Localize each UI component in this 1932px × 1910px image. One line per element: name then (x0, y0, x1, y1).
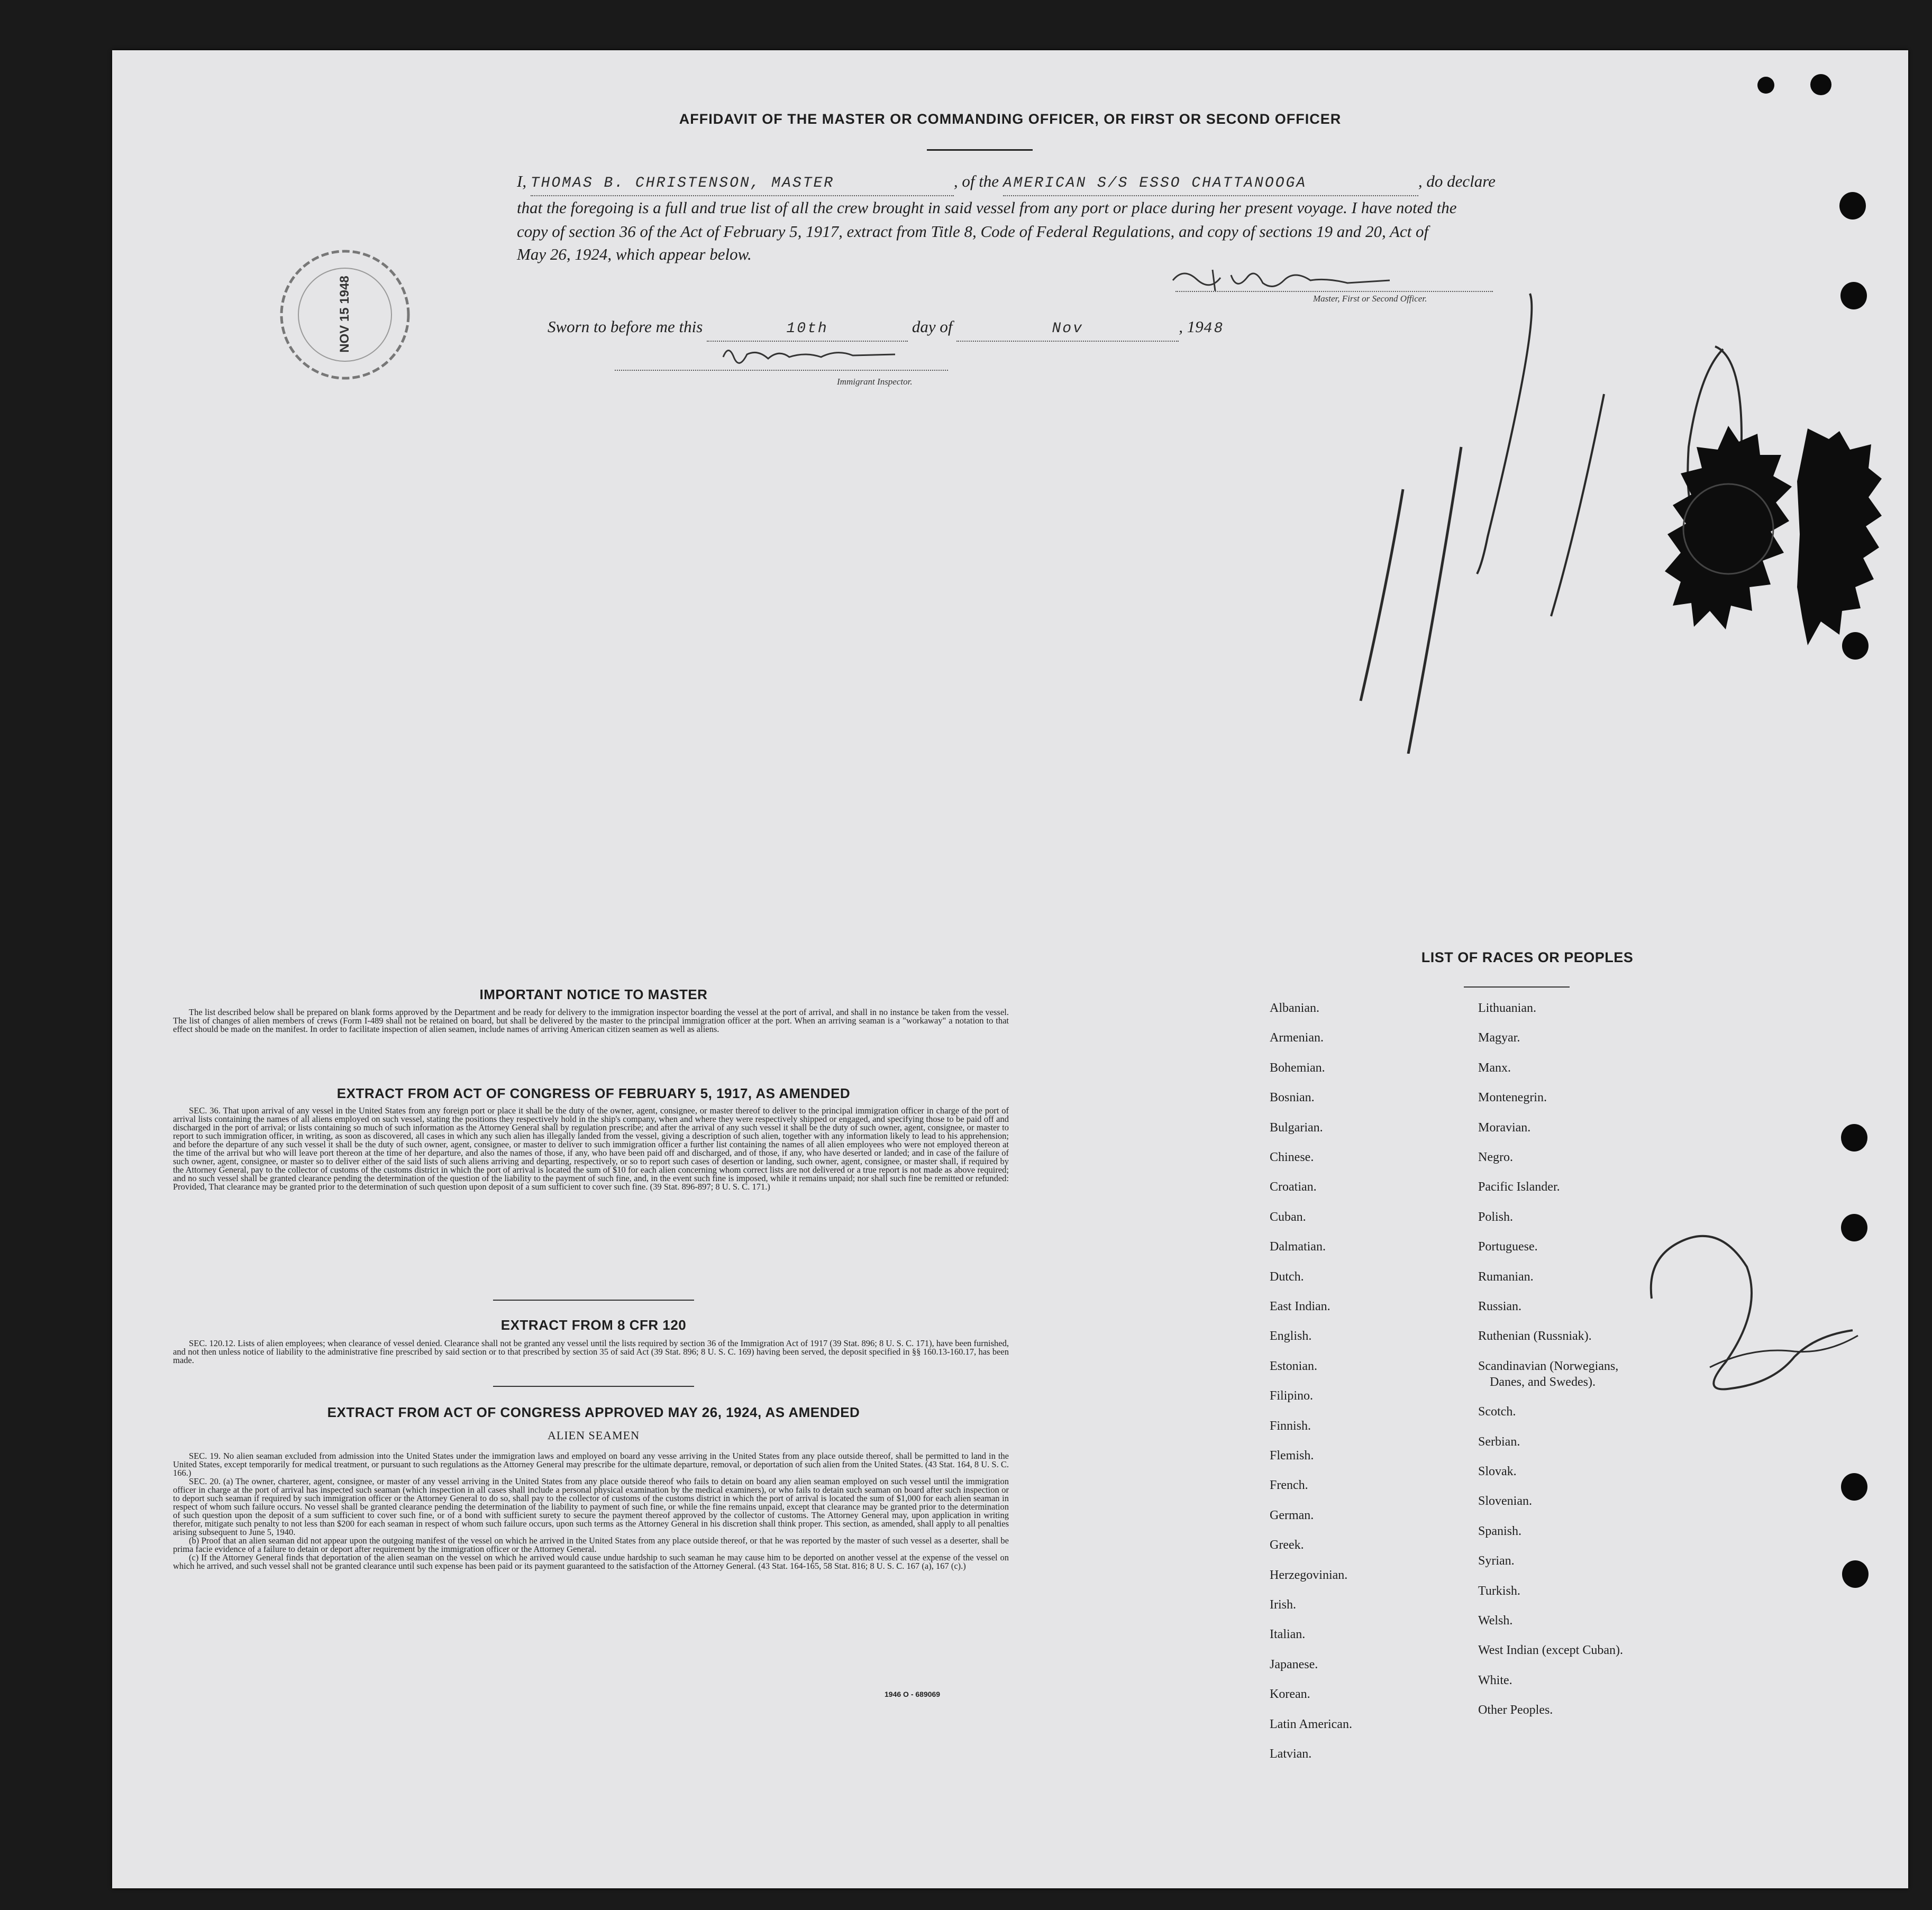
race-list-item: Slovak. (1478, 1465, 1517, 1478)
race-list-item: Magyar. (1478, 1031, 1520, 1045)
title-underline (927, 149, 1033, 151)
race-list-item: Danes, and Swedes). (1490, 1375, 1596, 1389)
race-list-item: Slovenian. (1478, 1494, 1532, 1509)
race-list-item: East Indian. (1270, 1300, 1330, 1313)
race-list-item: Spanish. (1478, 1524, 1522, 1538)
race-list-item: Latin American. (1270, 1717, 1352, 1731)
race-list-item: Bosnian. (1270, 1091, 1315, 1105)
race-list-item: Greek. (1270, 1538, 1304, 1552)
race-list-item: Rumanian. (1478, 1269, 1534, 1284)
binder-hole (1841, 1124, 1867, 1152)
document-page (112, 50, 1908, 1888)
race-list-item: Scotch. (1478, 1405, 1516, 1419)
race-list-item: White. (1478, 1673, 1512, 1687)
race-list-item: Lithuanian. (1478, 1001, 1536, 1015)
race-list-item: Irish. (1270, 1598, 1296, 1612)
binder-hole (1839, 192, 1866, 220)
race-list-item: Pacific Islander. (1478, 1180, 1560, 1194)
notice-text: The list described below shall be prepared on blank forms approved by the Department and be ready for delivery to the immigration inspector boarding the vessel at the port of arrival, and shall in no instance be taken from the vessel. The list of changes of alien members of crews (Form I-489 shall not be retained on board, but shall be delivered by the master to the principal immigration officer at the port. When an arriving seaman is a "workaway" a notation to that effect should be made on the manifest. In order to facilitate inspection of alien seamen, include names of arriving American citizen seamen as well as aliens. (173, 1007, 1009, 1034)
binder-hole (1757, 77, 1774, 94)
race-list-item: English. (1270, 1329, 1312, 1344)
section-divider (493, 1300, 694, 1301)
vessel-name-handwritten: AMERICAN S/S ESSO CHATTANOOGA (1003, 171, 1418, 196)
race-list-item: Turkish. (1478, 1584, 1520, 1598)
race-list-item: Herzegovinian. (1270, 1568, 1348, 1582)
affidavit-title: AFFIDAVIT OF THE MASTER OR COMMANDING OFFICER, OR FIRST OR SECOND OFFICER (679, 111, 1342, 127)
race-list-item: Bohemian. (1270, 1061, 1325, 1075)
race-list-item: Armenian. (1270, 1031, 1324, 1045)
race-list-item: Filipino. (1270, 1389, 1314, 1403)
print-code: 1946 O - 689069 (885, 1690, 941, 1698)
sworn-month: Nov (956, 317, 1179, 342)
handwritten-number-2 (1636, 1161, 1911, 1457)
race-list-item: Portuguese. (1478, 1240, 1538, 1254)
race-list-item: Finnish. (1270, 1419, 1311, 1433)
binder-hole (1842, 1560, 1869, 1588)
race-list-item: French. (1270, 1478, 1308, 1493)
race-list-item: Negro. (1478, 1150, 1513, 1164)
notice-heading: IMPORTANT NOTICE TO MASTER (479, 986, 708, 1002)
extract-cfr-text: SEC. 120.12. Lists of alien employees; when clearance of vessel denied. Clearance shall not be granted any vessel until the lists required by section 36 of the Immigration Act of 1917 (39 Stat. 896; 8 U. S. C. 171), have been furnished, and not then unless notice of liability to the administrative fine prescribed by said section or to that prescribed by section 35 of said Act (39 Stat. 896; 8 U. S. C. 169) having been served, the deposit specified in §§ 160.13-160.17, has been made. (173, 1338, 1009, 1365)
race-list-item: Italian. (1270, 1628, 1306, 1642)
master-name-handwritten: THOMAS B. CHRISTENSON, MASTER (531, 171, 954, 196)
race-list-item: Scandinavian (Norwegians, (1478, 1359, 1619, 1373)
extract-1924-heading: EXTRACT FROM ACT OF CONGRESS APPROVED MAY 26, 1924, AS AMENDED (327, 1404, 860, 1420)
binder-hole (1841, 1473, 1867, 1501)
declaration-line-3: copy of section 36 of the Act of February 5, 1917, extract from Title 8, Code of Federal Regulations, and copy of sections 19 and 20, Act of (517, 222, 1429, 241)
race-list-item: Moravian. (1478, 1120, 1531, 1135)
race-list-item: Other Peoples. (1478, 1703, 1553, 1717)
races-heading: LIST OF RACES OR PEOPLES (1421, 949, 1634, 965)
race-list-item: Albanian. (1270, 1001, 1319, 1015)
race-list-item: Montenegrin. (1478, 1091, 1547, 1105)
notary-seal-right (1797, 428, 1882, 651)
sworn-day: 10th (707, 317, 908, 342)
race-list-item: Bulgarian. (1270, 1120, 1323, 1135)
notary-seal-left (1665, 426, 1792, 643)
race-list-item: Japanese. (1270, 1657, 1318, 1671)
sworn-line: Sworn to before me this 10th day of Nov , 1948 (548, 315, 1394, 342)
declaration-line-1: I, THOMAS B. CHRISTENSON, MASTER , of the AMERICAN S/S ESSO CHATTANOOGA , do declare (517, 169, 1623, 196)
date-stamp (274, 243, 416, 386)
extract-1917-text: SEC. 36. That upon arrival of any vessel in the United States from any foreign port or place it shall be the duty of the owner, agent, consignee, or master thereof to deliver to the principal immigration officer in charge of the port of arrival lists containing the names of all aliens employed on such vessel, stating the positions they respectively hold in the ship's company, when and where they were respectively shipped or engaged, and specifying those to be paid off and discharged in the port of arrival; or lists containing so much of such information as the Attorney General shall by regulation prescribe; and after the arrival of any such vessel it shall be the duty of such owner, agent, consignee, or master to report to such immigration officer, in writing, as soon as discovered, all cases in which any such alien has illegally landed from the vessel, giving a description of such alien, together with any information likely to lead to his apprehension; and before the departure of any such vessel it shall be the duty of such owner, agent, consignee, or master to deliver to such immigration officer a further list containing the names of all alien employees who were not employed thereon at the time of the arrival but who will leave port thereon at the time of her departure, and also the names of those, if any, who have been paid off and discharged, and of those, if any, who have deserted or landed; and in case of the failure of such owner, agent, consignee, or master so to deliver either of the said lists of such aliens arriving and departing, respectively, or so to report such cases of desertion or landing, such owner, agent, consignee, or master shall, if required by the Attorney General, pay to the collector of customs of the customs district in which the port of arrival is located the sum of $10 for each alien concerning whom correct lists are not delivered or a true report is not made as above required; and no such vessel shall be granted clearance pending the determination of the question of the liability to the payment of such fine, and, in the event such fine is imposed, while it remains unpaid; nor shall such fine be remitted or refunded: Provided, That clearance may be granted prior to the determination of such question upon deposit of a sum sufficient to cover such fine. (39 Stat. 896-897; 8 U. S. C. 171.) (173, 1105, 1009, 1192)
extract-1917-heading: EXTRACT FROM ACT OF CONGRESS OF FEBRUARY 5, 1917, AS AMENDED (336, 1085, 851, 1101)
binder-hole (1810, 74, 1831, 95)
inspector-label: Immigrant Inspector. (837, 377, 913, 387)
declaration-line-2: that the foregoing is a full and true list of all the crew brought in said vessel from any port or place during her present voyage. I have noted the (517, 198, 1457, 217)
race-list-item: Welsh. (1478, 1614, 1513, 1628)
inspector-signature (721, 339, 922, 368)
inspector-line (615, 370, 948, 371)
extract-1924-subheading: ALIEN SEAMEN (548, 1429, 640, 1442)
stamp-date: NOV 15 1948 (338, 276, 352, 353)
race-list-item: Dalmatian. (1270, 1240, 1326, 1254)
extract-cfr-heading: EXTRACT FROM 8 CFR 120 (500, 1317, 687, 1333)
race-list-item: Cuban. (1270, 1210, 1306, 1224)
signature-label: Master, First or Second Officer. (1313, 294, 1427, 304)
binder-hole (1842, 632, 1869, 660)
sworn-year: 48 (1203, 321, 1225, 337)
race-list-item: Dutch. (1270, 1269, 1304, 1284)
section-divider (493, 1386, 694, 1387)
race-list-item: Chinese. (1270, 1150, 1314, 1164)
race-list-item: Korean. (1270, 1687, 1310, 1702)
race-list-item: Flemish. (1270, 1449, 1314, 1463)
race-list-item: Latvian. (1270, 1747, 1312, 1761)
race-list-item: Serbian. (1478, 1434, 1520, 1449)
extract-1924-text: SEC. 19. No alien seaman excluded from admission into the United States under the immigration laws and employed on board any vesse arriving in the United States from any place outside thereof, shall be permitted to land in the United States, except temporarily for medical treatment, or pursuant to such regulations as the Attorney General may prescribe for the ultimate departure, removal, or deportation of such alien from the United States. (43 Stat. 164, 8 U. S. C. 166.) SEC. 20. (a) The owner, charterer, agent, consignee, or master of any vessel arriving in the United States from any place outside thereof who fails to detain on board any alien seaman employed on such vessel until the immigration officer in charge at the port of arrival has inspected such seaman (which inspection in all cases shall include a personal physical examination by the medical examiners), or who fails to detain such seaman on board after such inspection or to deport such seaman if required by such immigration officer or the Attorney General to do so, shall pay to the collector of customs of the customs district in which the port of arrival is located the sum of $1,000 for each alien seaman in respect of whom such failure occurs. No vessel shall be granted clearance pending the determination of the liability to payment of such fine, or while the fine remains unpaid, except that clearance may be granted prior to the determination of such question upon the deposit of a sum sufficient to cover such fine, or of a bond with sufficient surety to secure the payment thereof approved by the collector of customs. The Attorney General may, upon application in writing therefor, mitigate such penalty to not less than $200 for each seaman in respect of whom such failure occurs, upon such terms as the Attorney General in his discretion shall think proper. This section, as amended, shall apply to all penalties arising subsequent to June 5, 1940. (b) Proof that an alien seaman did not appear upon the outgoing manifest of the vessel on which he arrived in the United States from any place outside thereof, or that he was reported by the master of such vessel as a deserter, shall be prima facie evidence of a failure to detain or deport after requirement by the immigration officer or the Attorney General. (c) If the Attorney General finds that deportation of the alien seaman on the vessel on which he arrived would cause undue hardship to such seaman he may cause him to be deported on another vessel at the expense of the vessel on which he arrived, and such vessel shall not be granted clearance until such expense has been paid or its payment guaranteed to the satisfaction of the Attorney General. (43 Stat. 164-165, 58 Stat. 816; 8 U. S. C. 167 (a), 167 (c).) (173, 1451, 1009, 1571)
race-list-item: Syrian. (1478, 1554, 1515, 1568)
races-heading-underline (1464, 986, 1570, 988)
declaration-line-4: May 26, 1924, which appear below. (517, 245, 752, 263)
race-list-item: Estonian. (1270, 1359, 1317, 1373)
race-list-item: West Indian (except Cuban). (1478, 1643, 1623, 1658)
race-list-item: German. (1270, 1508, 1314, 1522)
race-list-item: Manx. (1478, 1061, 1511, 1075)
race-list-item: Ruthenian (Russniak). (1478, 1329, 1592, 1344)
race-list-item: Russian. (1478, 1300, 1522, 1313)
race-list-item: Polish. (1478, 1210, 1514, 1224)
binder-hole (1840, 282, 1867, 309)
race-list-item: Croatian. (1270, 1180, 1317, 1194)
